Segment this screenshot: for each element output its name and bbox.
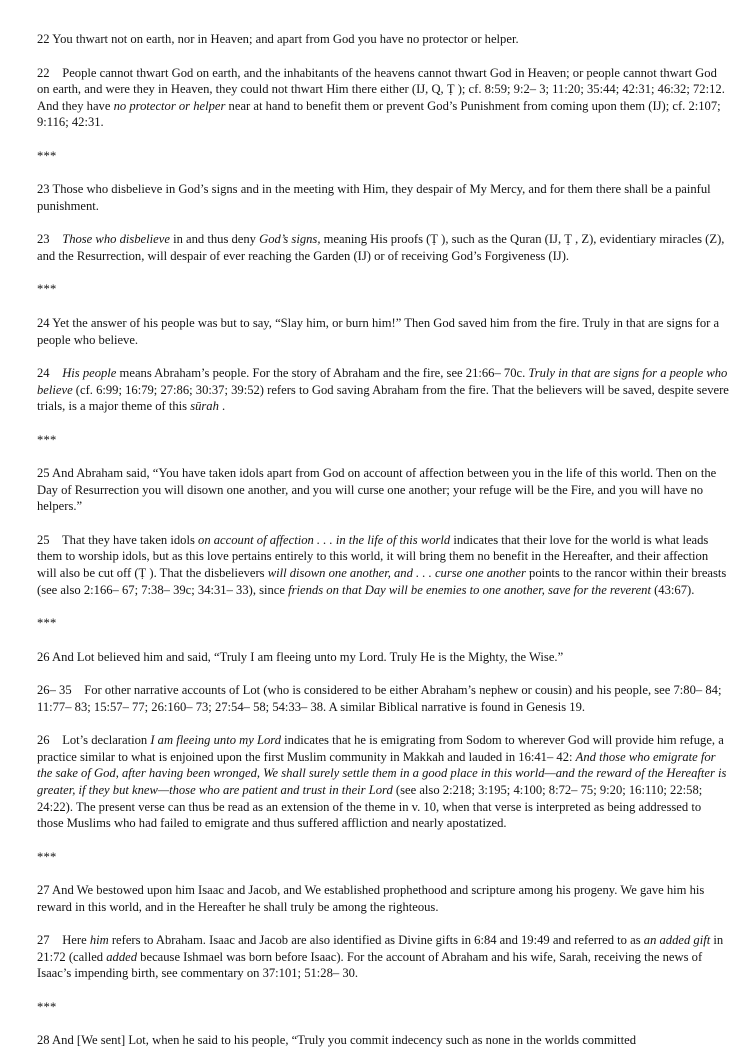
commentary-gap [50, 366, 63, 380]
commentary-26 [37, 732, 730, 831]
section-divider-6: *** [37, 999, 57, 1014]
spacer [37, 598, 730, 615]
commentary-22 [37, 65, 730, 131]
commentary-body-22-part-1: no protector or helper [113, 98, 226, 113]
commentary-25 [37, 532, 730, 598]
spacer [37, 164, 730, 181]
spacer [37, 715, 730, 732]
spacer [37, 665, 730, 682]
commentary-number-23: 23 [37, 232, 50, 247]
spacer [37, 865, 730, 882]
spacer [37, 131, 730, 148]
commentary-body-24-part-2: Truly in that are signs for a people who believe [37, 366, 728, 397]
commentary-body-27-part-1: him [89, 933, 109, 948]
verse-translation-27: 27 And We bestowed upon him Isaac and Jacob, and We established prophethood and scripture among his progeny. We gave him his reward in this world, and in the Hereafter he shall truly be among the righteous. [37, 883, 705, 914]
spacer [37, 264, 730, 281]
spacer [37, 1015, 730, 1032]
commentary-body-26-part-0: Lot’s declaration [62, 733, 151, 748]
commentary-body-23-part-3: meaning His proofs (Ṭ ), such as the Quran (IJ, Ṭ , Z), evidentiary miracles (Z), and the Resurrection, will despair of ever reaching the Garden (IJ) or of receiving God’s Forgiveness (IJ). [37, 232, 725, 263]
verse-translation-26: 26 And Lot believed him and said, “Truly I am fleeing unto my Lord. Truly He is the Mighty, the Wise.” [37, 649, 564, 664]
commentary-body-24-part-1: means Abraham’s people. For the story of Abraham and the fire, see 21:66– 70c. [116, 366, 529, 381]
section-divider-3: *** [37, 432, 57, 447]
spacer [37, 298, 730, 315]
verse-translation-28: 28 And [We sent] Lot, when he said to his people, “Truly you commit indecency such as none in the worlds committed [37, 1033, 637, 1048]
commentary-body-27-part-0: Here [62, 933, 90, 948]
commentary-number-26: 26 [37, 733, 50, 748]
section-divider-1: *** [37, 148, 57, 163]
spacer [37, 832, 730, 849]
commentary-body-26-part-3: And those who emigrate for the sake of God, after having been wronged, We shall surely settle them in a good place in this world—and the reward of the Hereafter is greater, if they but knew—those who are patient and trust in their Lord [37, 749, 727, 797]
commentary-number-27: 27 [37, 933, 50, 948]
commentary-body-24-part-0: His people [62, 366, 117, 381]
spacer [37, 348, 730, 365]
commentary-body-27-part-6: because Ishmael was born before Isaac). For the account of Abraham and his wife, Sarah, receiving the news of Isaac’s impending birth, see commentary on 37:101; 51:28– 30. [37, 949, 703, 981]
spacer [37, 448, 730, 465]
verse-translation-22: 22 You thwart not on earth, nor in Heaven; and apart from God you have no protector or helper. [37, 32, 519, 46]
commentary-body-26-35-part-0: For other narrative accounts of Lot (who is considered to be either Abraham’s nephew or cousin) and his people, see 7:80– 84; 11:77– 83; 15:57– 77; 26:160– 73; 27:54– 58; 54:33– 38. A similar Biblical narrative is found in Genesis 19. [37, 683, 722, 714]
commentary-body-27-part-3: an added gift [643, 933, 711, 948]
spacer [37, 48, 730, 65]
commentary-body-22-part-2: near at hand to benefit them or prevent God’s Punishment from coming upon them (IJ); cf. 2:107; 9:116; 42:31. [37, 98, 721, 130]
commentary-body-24-part-3: (cf. 6:99; 16:79; 27:86; 30:37; 39:52) refers to God saving Abraham from the fire. That the believers will be saved, despite severe trials, is a major theme of this [37, 382, 729, 414]
commentary-gap [50, 733, 63, 747]
commentary-body-27-part-4: in 21:72 (called [37, 933, 724, 964]
commentary-gap [50, 533, 62, 547]
commentary-gap [50, 66, 63, 80]
commentary-27 [37, 932, 730, 982]
commentary-26-35-range [37, 682, 730, 715]
spacer [37, 982, 730, 999]
verse-translation-25: 25 And Abraham said, “You have taken idols apart from God on account of affection between you in the life of this world. Then on the Day of Resurrection you will disown one another, and you will curse one another; your refuge will be the Fire, and you will have no helpers.” [37, 466, 717, 514]
section-divider-5: *** [37, 849, 57, 864]
commentary-gap [50, 232, 63, 246]
commentary-number-22: 22 [37, 65, 50, 80]
commentary-body-26-part-2: indicates that he is emigrating from Sodom to wherever God will provide him refuge, a practice similar to what is enjoined upon the first Muslim community in Makkah and lauded in 16:41– 42: [37, 733, 724, 764]
commentary-body-25-part-5: friends on that Day will be enemies to one another, save for the reverent [288, 582, 651, 597]
spacer [37, 632, 730, 649]
verse-translation-23: 23 Those who disbelieve in God’s signs and in the meeting with Him, they despair of My Mercy, and for them there shall be a painful punishment. [37, 182, 711, 213]
spacer [37, 515, 730, 532]
commentary-number-26-35: 26– 35 [37, 683, 72, 698]
spacer [37, 214, 730, 231]
section-divider-4: *** [37, 616, 57, 631]
commentary-body-25-part-1: on account of affection . . . in the life of this world [198, 532, 451, 547]
commentary-body-24-part-4: sūrah [190, 399, 219, 414]
commentary-body-24-part-5: . [218, 399, 226, 414]
commentary-body-25-part-0: That they have taken idols [61, 532, 199, 547]
section-divider-2: *** [37, 282, 57, 297]
spacer [37, 415, 730, 432]
commentary-number-24: 24 [37, 366, 50, 381]
commentary-23 [37, 231, 730, 264]
commentary-body-26-part-1: I am fleeing unto my Lord [150, 733, 282, 748]
commentary-24 [37, 365, 730, 415]
commentary-body-25-part-2: indicates that their love for the world is what leads them to worship idols, but as this love pertains entirely to this world, it will bring them no benefit in the Hereafter, and their affection will also be cut off (Ṭ ). That the disbelievers [37, 532, 709, 581]
commentary-body-25-part-3: will disown one another, and . . . curse one another [267, 566, 526, 581]
commentary-body-23-part-1: in and thus deny [169, 232, 260, 247]
commentary-body-25-part-4: points to the rancor within their breasts (see also 2:166– 67; 7:38– 39c; 34:31– 33), since [37, 566, 727, 597]
verse-translation-24: 24 Yet the answer of his people was but to say, “Slay him, or burn him!” Then God saved him from the fire. Truly in that are signs for a people who believe. [37, 316, 720, 347]
commentary-body-23-part-2: God’s signs, [259, 232, 321, 247]
commentary-gap [50, 933, 63, 947]
commentary-number-25: 25 [37, 532, 50, 547]
spacer [37, 915, 730, 932]
commentary-body-26-part-4: (see also 2:218; 3:195; 4:100; 8:72– 75; 9:20; 16:110; 22:58; 24:22). The present verse can thus be read as an extension of the theme in v. 10, when that verse is interpreted as being addressed to those Muslims who had failed to emigrate and thus suffered affliction and nearly apostatized. [37, 782, 703, 831]
commentary-body-27-part-2: refers to Abraham. Isaac and Jacob are also identified as Divine gifts in 6:84 and 19:49 and referred to as [108, 933, 644, 948]
commentary-body-25-part-6: (43:67). [650, 582, 695, 597]
commentary-body-22-part-0: People cannot thwart God on earth, and the inhabitants of the heavens cannot thwart God in Heaven; or people cannot thwart God on earth, and were they in Heaven, they could not thwart Him there either (IJ, Q, Ṭ ); cf. 8:59; 9:2– 3; 11:20; 35:44; 42:31; 46:32; 72:12. And they have [37, 65, 725, 113]
commentary-gap [72, 683, 85, 697]
commentary-body-23-part-0: Those who disbelieve [62, 232, 170, 247]
commentary-body-27-part-5: added [106, 949, 138, 964]
